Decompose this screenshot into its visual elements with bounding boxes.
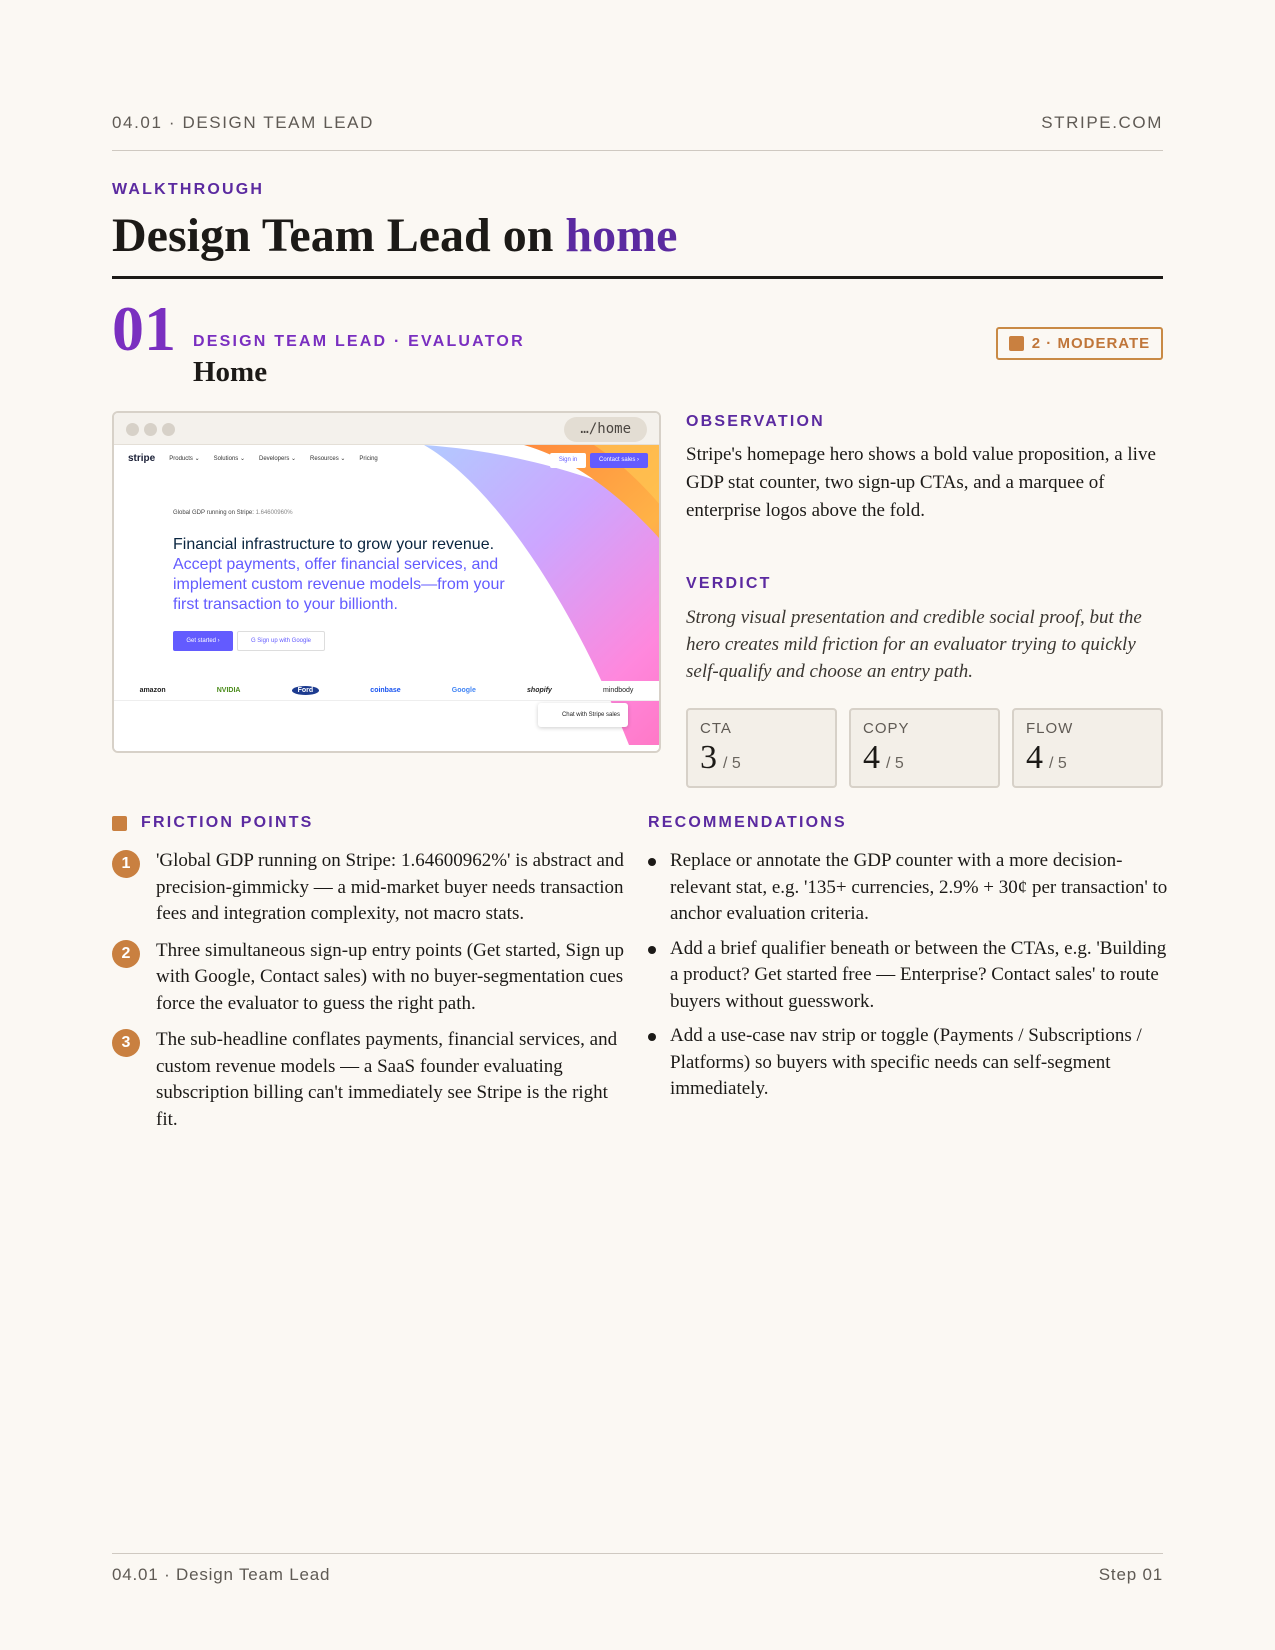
severity-badge <box>996 327 1163 360</box>
logo-ford: Ford <box>292 686 320 695</box>
logo-nvidia: NVIDIA <box>216 687 241 694</box>
page-footer <box>112 1565 1163 1585</box>
mini-chat-widget: Chat with Stripe sales <box>538 703 628 727</box>
observation-text: Stripe's homepage hero shows a bold value proposition, a live GDP stat counter, two sign-up CTAs, and a marquee of enterprise logos above the fold. <box>686 444 1156 521</box>
window-dot-icon <box>144 423 157 436</box>
logo-shopify: shopify <box>527 687 552 694</box>
verdict-label: VERDICT <box>686 575 772 592</box>
step-number: 01 <box>112 293 176 364</box>
page-header <box>112 113 1163 133</box>
mini-google-signup: G Sign up with Google <box>237 631 325 651</box>
score-value: 4 <box>863 739 880 776</box>
friction-item <box>112 1027 632 1133</box>
score-card-flow <box>1012 708 1163 788</box>
mini-nav-item: Products ⌄ <box>169 456 200 462</box>
score-max: / 5 <box>1049 755 1067 772</box>
friction-label: FRICTION POINTS <box>141 814 314 831</box>
footer-step: Step 01 <box>1098 1565 1163 1584</box>
score-label: COPY <box>863 720 910 737</box>
mini-nav-item: Pricing <box>359 455 378 462</box>
window-dot-icon <box>126 423 139 436</box>
friction-number-badge: 2 <box>112 940 140 968</box>
title-accent: home <box>565 209 678 262</box>
mini-nav <box>128 453 378 464</box>
mini-sign-in: Sign in <box>550 453 586 468</box>
friction-item <box>112 848 632 928</box>
mini-nav-item: Solutions ⌄ <box>213 456 245 462</box>
mini-nav-item: Resources ⌄ <box>310 456 346 462</box>
recommendation-text: Add a use-case nav strip or toggle (Payments / Subscriptions / Platforms) so buyers with specific needs can self-segment immediately. <box>670 1025 1142 1099</box>
window-dot-icon <box>162 423 175 436</box>
gdp-label: Global GDP running on Stripe: <box>173 510 254 516</box>
logo-coinbase: coinbase <box>370 687 401 694</box>
eyebrow-label: WALKTHROUGH <box>112 181 265 198</box>
logo-amazon: amazon <box>139 687 166 694</box>
score-card-copy <box>849 708 1000 788</box>
score-max: / 5 <box>886 755 904 772</box>
score-value-row <box>1026 739 1149 777</box>
score-label: FLOW <box>1026 720 1074 737</box>
recommendation-item <box>648 848 1173 928</box>
friction-list <box>112 848 632 1143</box>
title-prefix: Design Team Lead on <box>112 209 566 262</box>
verdict-text: Strong visual presentation and credible social proof, but the hero creates mild friction for an evaluator trying to quickly self-qualify and choose an entry path. <box>686 607 1142 682</box>
friction-number-badge: 1 <box>112 850 140 878</box>
mini-headline-main: Financial infrastructure to grow your revenue. <box>173 536 495 553</box>
score-label: CTA <box>700 720 732 737</box>
bullet-icon <box>648 858 656 866</box>
recommendation-item <box>648 1023 1173 1103</box>
friction-number-badge: 3 <box>112 1029 140 1057</box>
bullet-icon <box>648 1033 656 1041</box>
stripe-logo: stripe <box>128 453 156 464</box>
friction-square-icon <box>112 816 127 831</box>
recommendation-item <box>648 936 1173 1016</box>
score-value-row <box>700 739 823 777</box>
score-card-cta <box>686 708 837 788</box>
mini-gdp-counter <box>173 510 293 516</box>
friction-text: 'Global GDP running on Stripe: 1.64600962%' is abstract and precision-gimmicky — a mid-market buyer needs transaction fees and integration complexity, not macro stats. <box>156 850 624 924</box>
score-cards <box>686 708 1163 788</box>
recommendations-label: RECOMMENDATIONS <box>648 814 847 831</box>
title-divider <box>112 276 1163 279</box>
mini-headline-sub: Accept payments, offer financial services, and implement custom revenue models—from your first transaction to your billionth. <box>173 556 505 613</box>
section-label: 04.01 · DESIGN TEAM LEAD <box>112 113 374 132</box>
screenshot-body <box>114 445 659 753</box>
score-value-row <box>863 739 986 777</box>
site-label: STRIPE.COM <box>1041 113 1163 132</box>
severity-square-icon <box>1009 336 1024 351</box>
step-persona: DESIGN TEAM LEAD · EVALUATOR <box>193 333 525 350</box>
gdp-value: 1.64600960% <box>255 510 293 516</box>
mini-logo-strip <box>114 681 659 701</box>
browser-bar <box>114 413 659 445</box>
score-value: 3 <box>700 739 717 776</box>
friction-text: The sub-headline conflates payments, financial services, and custom revenue models — a SaaS founder evaluating subscription billing can't immediately see Stripe is the right fit. <box>156 1029 618 1130</box>
screenshot-frame <box>112 411 661 753</box>
page-title <box>112 206 677 266</box>
friction-heading <box>112 814 314 832</box>
recommendation-text: Add a brief qualifier beneath or between the CTAs, e.g. 'Building a product? Get started free — Enterprise? Contact sales' to route buyers without guesswork. <box>670 937 1167 1012</box>
logo-mindbody: mindbody <box>603 687 634 694</box>
friction-text: Three simultaneous sign-up entry points (Get started, Sign up with Google, Contact sales) with no buyer-segmentation cues force the evaluator to guess the right path. <box>156 939 625 1014</box>
header-divider <box>112 150 1163 151</box>
severity-label: 2 · MODERATE <box>1031 335 1151 352</box>
bullet-icon <box>648 946 656 954</box>
recommendations-list <box>648 848 1173 1111</box>
mini-get-started: Get started › <box>173 631 233 651</box>
logo-google: Google <box>451 687 476 694</box>
footer-section: 04.01 · Design Team Lead <box>112 1565 331 1584</box>
url-pill: …/home <box>564 417 647 442</box>
mini-headline <box>173 535 533 615</box>
friction-item <box>112 938 632 1018</box>
mini-nav-item: Developers ⌄ <box>259 456 297 462</box>
step-title: Home <box>193 356 268 388</box>
score-max: / 5 <box>723 755 741 772</box>
recommendation-text: Replace or annotate the GDP counter with a more decision-relevant stat, e.g. '135+ currencies, 2.9% + 30¢ per transaction' to anchor evaluation criteria. <box>670 850 1168 924</box>
score-value: 4 <box>1026 739 1043 776</box>
mini-contact-sales: Contact sales › <box>590 453 648 468</box>
footer-divider <box>112 1553 1163 1554</box>
observation-label: OBSERVATION <box>686 413 825 430</box>
